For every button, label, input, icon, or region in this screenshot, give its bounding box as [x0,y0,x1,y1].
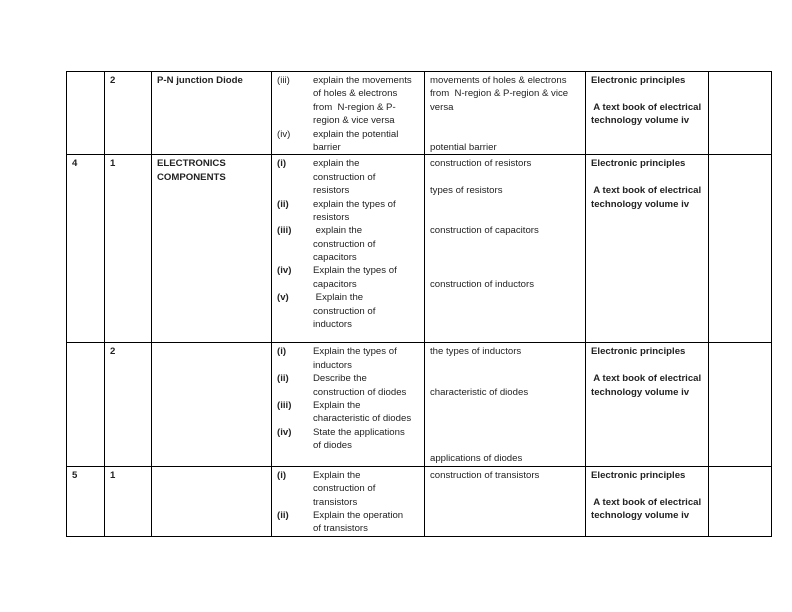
reference-line: Electronic principles [591,158,686,170]
unit-cell [67,72,105,155]
objective-number: (iii) [277,399,292,411]
objective-text [313,399,424,426]
objective-text [313,372,424,399]
content-line [430,412,585,425]
objectives-cell [272,343,425,467]
objective-text [313,345,424,372]
objective-item [277,291,424,331]
remarks-text [714,345,771,358]
reference-line: A text book of electrical [591,496,702,508]
content-line: construction of inductors [430,278,534,290]
table-row [67,343,772,467]
objective-line: capacitors [313,252,357,264]
reference-line: technology volume iv [591,115,690,127]
objective-text [313,426,424,453]
remarks-text [714,157,771,170]
references-cell [586,466,709,536]
table-row [67,155,772,343]
objective-number: (i) [277,158,287,170]
objective-line: Explain the types of [313,346,397,358]
objective-line: of holes & electrons [313,88,398,100]
objective-line: explain the movements [313,75,412,86]
content-line: potential barrier [430,141,497,153]
content-line [430,359,585,372]
objective-number: (ii) [277,373,289,385]
objective-line: resistors [313,211,350,223]
unit-cell [67,343,105,467]
objective-line: Explain the [313,399,361,411]
objective-item [277,224,424,264]
objective-line: State the applications [313,426,405,438]
objective-line: construction of [313,238,376,250]
objective-line: Explain the [313,469,361,481]
week-number: 2 [110,346,116,358]
content-cell [425,466,586,536]
objective-line: explain the potential [313,128,399,140]
topic-cell [152,72,272,155]
week-cell [105,72,152,155]
objective-line: explain the [313,158,360,170]
content-line [430,198,585,211]
reference-line: A text book of electrical [591,101,702,113]
objective-number: (v) [277,292,289,304]
objective-line: inductors [313,319,352,331]
content-line: versa [430,101,454,113]
reference-line [591,482,708,495]
content-cell [425,343,586,467]
unit-cell [67,155,105,343]
content-line: construction of capacitors [430,225,539,237]
topic-line: P-N junction Diode [157,75,243,86]
content-line [430,426,585,439]
remarks-cell [709,343,772,467]
objective-line: region & vice versa [313,115,395,127]
remarks-cell [709,466,772,536]
objective-line: construction of [313,305,376,317]
objective-text [313,224,424,264]
content-line: construction of transistors [430,469,540,481]
objective-line: Explain the [313,292,364,304]
objective-text [313,264,424,291]
objective-line: capacitors [313,278,357,290]
remarks-cell [709,72,772,155]
objective-line: from N-region & P- [313,101,396,113]
content-cell [425,155,586,343]
content-line: characteristic of diodes [430,386,529,398]
reference-line: Electronic principles [591,469,686,481]
references-cell [586,343,709,467]
objective-text [313,157,424,197]
unit-number: 4 [72,158,78,170]
remarks-cell [709,155,772,343]
objective-item [277,469,424,509]
content-line [430,114,585,127]
content-line: types of resistors [430,185,503,197]
content-line [430,399,585,412]
content-line: movements of holes & electrons [430,75,567,86]
objective-line: of diodes [313,440,352,452]
content-line [430,211,585,224]
objective-line: characteristic of diodes [313,413,412,425]
week-cell [105,155,152,343]
content-line [430,128,585,141]
content-line [430,238,585,251]
reference-line [591,171,708,184]
references-cell [586,155,709,343]
objective-number: (i) [277,346,287,358]
objective-line: of transistors [313,523,368,535]
objective-line: construction of [313,483,376,495]
objective-item [277,264,424,291]
table-row [67,72,772,155]
objectives-cell [272,72,425,155]
curriculum-table [66,71,772,537]
objectives-cell [272,155,425,343]
content-line [430,264,585,277]
table-row [67,466,772,536]
reference-line: technology volume iv [591,510,690,522]
objective-line: inductors [313,359,352,371]
reference-line: Electronic principles [591,346,686,358]
content-line [430,439,585,452]
objective-item [277,74,424,128]
objective-item [277,372,424,399]
objective-item [277,157,424,197]
objective-item [277,509,424,536]
remarks-text [714,74,771,87]
objective-item [277,345,424,372]
objective-line: Explain the operation [313,510,404,522]
topic-cell [152,155,272,343]
unit-number [72,345,104,358]
objective-text [313,469,424,509]
objective-number: (iv) [277,426,292,438]
objective-line: explain the [313,225,363,237]
reference-line [591,359,708,372]
reference-line: A text book of electrical [591,373,702,385]
objective-number: (ii) [277,198,289,210]
unit-number [72,74,104,87]
objective-number: (iii) [277,225,292,237]
week-number: 1 [110,469,116,481]
objective-number: (iv) [277,128,291,140]
reference-line [591,87,708,100]
references-cell [586,72,709,155]
objective-item [277,198,424,225]
objective-text [313,74,424,128]
topic-cell [152,343,272,467]
topic-cell [152,466,272,536]
reference-line: technology volume iv [591,198,690,210]
unit-number: 5 [72,469,78,481]
week-number: 2 [110,75,116,86]
objective-text [313,198,424,225]
content-line [430,171,585,184]
content-line [430,372,585,385]
objective-item [277,399,424,426]
content-cell [425,72,586,155]
objective-number: (ii) [277,510,289,522]
objectives-cell [272,466,425,536]
objective-line: transistors [313,496,358,508]
reference-line: technology volume iv [591,386,690,398]
objective-number: (i) [277,469,287,481]
objective-text [313,128,424,155]
reference-line: Electronic principles [591,75,686,86]
objective-number: (iv) [277,265,292,277]
topic-line: COMPONENTS [157,171,226,183]
content-line: the types of inductors [430,346,522,358]
week-cell [105,343,152,467]
week-cell [105,466,152,536]
content-line: construction of resistors [430,158,532,170]
objective-text [313,291,424,331]
objective-line: Explain the types of [313,265,397,277]
unit-cell [67,466,105,536]
content-line: applications of diodes [430,453,523,465]
objective-line: barrier [313,141,341,153]
objective-item [277,426,424,453]
objective-text [313,509,424,536]
objective-line: construction of diodes [313,386,407,398]
remarks-text [714,469,771,482]
objective-number: (iii) [277,75,290,86]
objective-line: Describe the [313,373,367,385]
objective-line: construction of [313,171,376,183]
topic-line: ELECTRONICS [157,158,226,170]
objective-line: resistors [313,185,350,197]
objective-line: explain the types of [313,198,396,210]
week-number: 1 [110,158,116,170]
content-line [430,251,585,264]
reference-line: A text book of electrical [591,185,702,197]
objective-item [277,128,424,155]
content-line: from N-region & P-region & vice [430,88,569,100]
